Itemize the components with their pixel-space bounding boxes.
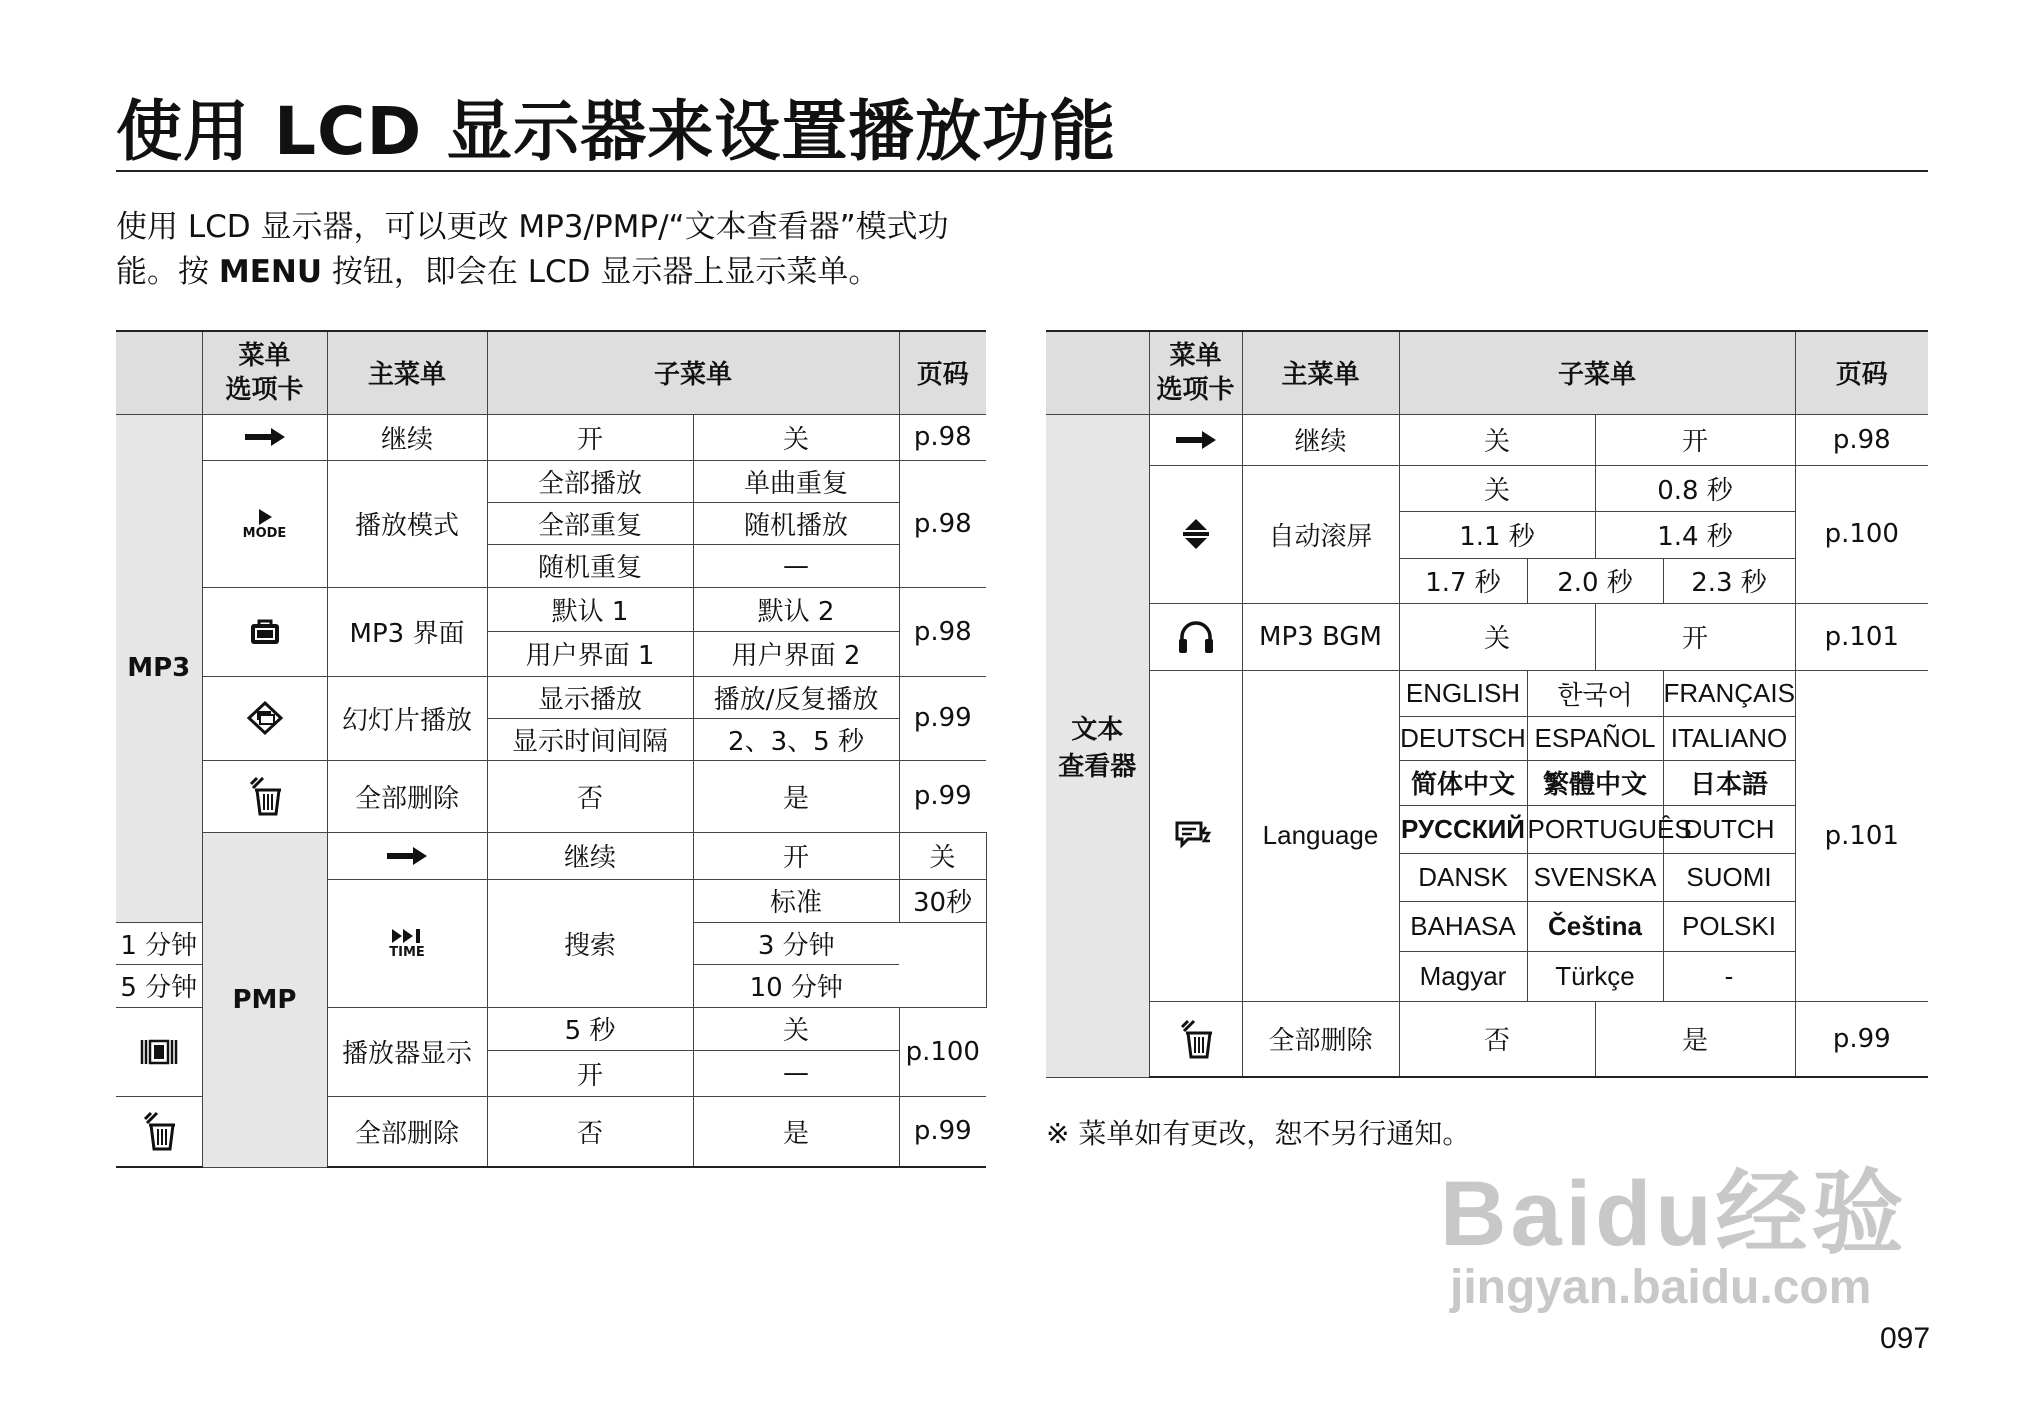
sub-menu-cell: 显示时间间隔 <box>487 718 693 760</box>
header-main-menu: 主菜单 <box>1242 331 1399 414</box>
sub-menu-cell: 1 分钟 <box>116 922 202 964</box>
main-menu-cell: 全部删除 <box>327 1096 487 1167</box>
header-page: 页码 <box>899 331 986 414</box>
sub-menu-cell: 默认 1 <box>487 587 693 631</box>
intro-line-1: 使用 LCD 显示器，可以更改 MP3/PMP/“文本查看器”模式功 <box>116 209 949 245</box>
language-option: PORTUGUÊS <box>1527 805 1663 853</box>
header-tab-line2: 选项卡 <box>225 374 304 405</box>
skin-icon <box>202 587 327 676</box>
main-menu-cell: 自动滚屏 <box>1242 465 1399 603</box>
mode-pmp: PMP <box>202 832 327 1167</box>
sub-menu-cell: 2.3 秒 <box>1663 558 1795 603</box>
main-menu-cell: 搜索 <box>487 879 693 1007</box>
page-ref: p.101 <box>1795 670 1928 1001</box>
sub-menu-cell: 否 <box>487 1096 693 1167</box>
sub-menu-cell: 是 <box>693 760 899 832</box>
sub-menu-cell: 0.8 秒 <box>1595 465 1795 511</box>
sub-menu-cell: 关 <box>693 1007 899 1050</box>
delete-all-icon <box>202 760 327 832</box>
sub-menu-cell: 默认 2 <box>693 587 899 631</box>
time-icon-label: TIME <box>389 945 425 960</box>
sub-menu-cell: 10 分钟 <box>693 964 899 1007</box>
title-divider <box>116 170 1928 172</box>
header-main-menu: 主菜单 <box>327 331 487 414</box>
intro-line-2a: 能。按 <box>116 254 219 290</box>
sub-menu-cell: 30秒 <box>899 879 986 922</box>
sub-menu-cell: 关 <box>1399 465 1595 511</box>
header-tab <box>202 331 327 414</box>
page-ref: p.98 <box>899 414 986 460</box>
sub-menu-cell: 关 <box>899 832 986 879</box>
sub-menu-cell: 显示播放 <box>487 676 693 718</box>
seek-time-icon <box>327 879 487 1007</box>
play-mode-icon <box>202 460 327 587</box>
language-option: ENGLISH <box>1399 670 1527 716</box>
slideshow-icon <box>202 676 327 760</box>
page-ref: p.100 <box>1795 465 1928 603</box>
language-option: SUOMI <box>1663 853 1795 901</box>
mode-icon-label: MODE <box>242 525 287 541</box>
page-ref: p.99 <box>899 760 986 832</box>
resume-icon <box>202 414 327 460</box>
language-option: Magyar <box>1399 951 1527 1001</box>
language-option: POLSKI <box>1663 901 1795 951</box>
main-menu-cell: Language <box>1242 670 1399 1001</box>
page-ref: p.98 <box>899 460 986 587</box>
sub-menu-cell: 单曲重复 <box>693 460 899 502</box>
header-sub-menu: 子菜单 <box>487 331 899 414</box>
sub-menu-cell: — <box>693 544 899 587</box>
language-option: BAHASA <box>1399 901 1527 951</box>
page-ref: p.98 <box>1795 414 1928 465</box>
sub-menu-cell: 1.7 秒 <box>1399 558 1527 603</box>
delete-all-icon <box>116 1096 202 1167</box>
language-option: DEUTSCH <box>1399 716 1527 760</box>
corner-diagonal-cell <box>116 331 202 414</box>
headphones-icon <box>1149 603 1242 670</box>
mode-text-viewer-line2: 查看器 <box>1058 751 1137 782</box>
language-option: 简体中文 <box>1399 760 1527 805</box>
header-tab <box>1149 331 1242 414</box>
sub-menu-cell: 播放/反复播放 <box>693 676 899 718</box>
page-ref: p.101 <box>1795 603 1928 670</box>
header-tab-line2: 选项卡 <box>1156 374 1235 405</box>
language-option: Türkçe <box>1527 951 1663 1001</box>
sub-menu-cell: 否 <box>487 760 693 832</box>
language-option: 한국어 <box>1527 670 1663 716</box>
language-option: 繁體中文 <box>1527 760 1663 805</box>
sub-menu-cell: 是 <box>693 1096 899 1167</box>
sub-menu-cell: 5 分钟 <box>116 964 202 1007</box>
sub-menu-cell: 随机重复 <box>487 544 693 587</box>
sub-menu-cell: 随机播放 <box>693 502 899 544</box>
sub-menu-cell: 标准 <box>693 879 899 922</box>
sub-menu-cell: 1.1 秒 <box>1399 511 1595 558</box>
sub-menu-cell: 否 <box>1399 1001 1595 1077</box>
sub-menu-cell: 开 <box>487 1050 693 1096</box>
sub-menu-cell: 开 <box>693 832 899 879</box>
text-viewer-menu-table <box>1046 330 1928 1078</box>
main-menu-cell: 幻灯片播放 <box>327 676 487 760</box>
menu-key-label: MENU <box>218 254 323 290</box>
main-menu-cell: 播放模式 <box>327 460 487 587</box>
watermark-logo: Baidu经验 <box>1440 1163 1908 1265</box>
sub-menu-cell: 关 <box>1399 603 1595 670</box>
auto-scroll-icon <box>1149 465 1242 603</box>
sub-menu-cell: 5 秒 <box>487 1007 693 1050</box>
language-option: 日本語 <box>1663 760 1795 805</box>
header-page: 页码 <box>1795 331 1928 414</box>
header-sub-menu: 子菜单 <box>1399 331 1795 414</box>
resume-icon <box>1149 414 1242 465</box>
main-menu-cell: 播放器显示 <box>327 1007 487 1096</box>
corner-diagonal-cell <box>1046 331 1149 414</box>
language-option: РУССКИЙ <box>1399 805 1527 853</box>
sub-menu-cell: 2、3、5 秒 <box>693 718 899 760</box>
page-number: 097 <box>1880 1322 1931 1355</box>
language-option: Čeština <box>1527 901 1663 951</box>
main-menu-cell: MP3 BGM <box>1242 603 1399 670</box>
language-option: FRANÇAIS <box>1663 670 1795 716</box>
sub-menu-cell: 关 <box>1399 414 1595 465</box>
sub-menu-cell: 3 分钟 <box>693 922 899 964</box>
main-menu-cell: 继续 <box>1242 414 1399 465</box>
intro-line-2c: 按钮，即会在 LCD 显示器上显示菜单。 <box>322 254 880 290</box>
page-ref: p.99 <box>899 676 986 760</box>
mode-mp3: MP3 <box>116 414 202 922</box>
language-option: ITALIANO <box>1663 716 1795 760</box>
sub-menu-cell: 1.4 秒 <box>1595 511 1795 558</box>
sub-menu-cell: — <box>693 1050 899 1096</box>
language-icon <box>1149 670 1242 1001</box>
delete-all-icon <box>1149 1001 1242 1077</box>
footnote: ※ 菜单如有更改，恕不另行通知。 <box>1046 1117 1471 1150</box>
baidu-watermark <box>1440 1140 1910 1340</box>
sub-menu-cell: 关 <box>693 414 899 460</box>
page-ref: p.99 <box>1795 1001 1928 1077</box>
page-ref: p.98 <box>899 587 986 676</box>
language-option: - <box>1663 951 1795 1001</box>
sub-menu-cell: 全部重复 <box>487 502 693 544</box>
main-menu-cell: 全部删除 <box>327 760 487 832</box>
language-option: DANSK <box>1399 853 1527 901</box>
language-option: SVENSKA <box>1527 853 1663 901</box>
header-tab-line1: 菜单 <box>238 340 291 371</box>
main-menu-cell: 全部删除 <box>1242 1001 1399 1077</box>
resume-icon <box>327 832 487 879</box>
sub-menu-cell: 开 <box>487 414 693 460</box>
sub-menu-cell: 用户界面 1 <box>487 631 693 676</box>
sub-menu-cell: 开 <box>1595 603 1795 670</box>
mode-text-viewer-line1: 文本 <box>1071 714 1124 745</box>
page-ref: p.100 <box>899 1007 986 1096</box>
sub-menu-cell: 2.0 秒 <box>1527 558 1663 603</box>
sub-menu-cell: 开 <box>1595 414 1795 465</box>
sub-menu-cell: 全部播放 <box>487 460 693 502</box>
mp3-pmp-menu-table <box>116 330 986 1168</box>
sub-menu-cell: 用户界面 2 <box>693 631 899 676</box>
main-menu-cell: 继续 <box>487 832 693 879</box>
sub-menu-cell: 是 <box>1595 1001 1795 1077</box>
page-title: 使用 LCD 显示器来设置播放功能 <box>116 93 1117 170</box>
display-icon <box>116 1007 202 1096</box>
main-menu-cell: MP3 界面 <box>327 587 487 676</box>
language-option: DUTCH <box>1663 805 1795 853</box>
language-option: ESPAÑOL <box>1527 716 1663 760</box>
page-ref: p.99 <box>899 1096 986 1167</box>
watermark-url: jingyan.baidu.com <box>1450 1261 1872 1314</box>
main-menu-cell: 继续 <box>327 414 487 460</box>
header-tab-line1: 菜单 <box>1169 340 1222 371</box>
intro-text <box>116 205 1016 295</box>
mode-text-viewer <box>1046 414 1149 1077</box>
